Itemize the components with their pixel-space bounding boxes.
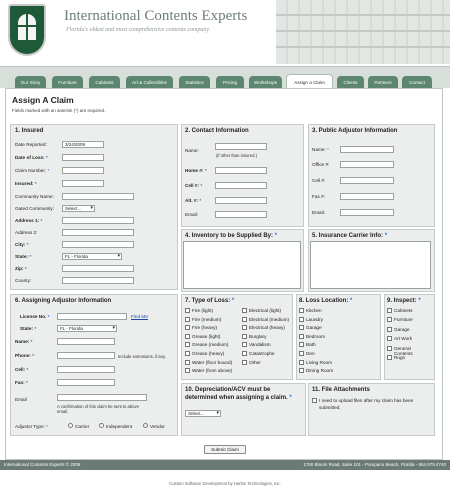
tab-art-collectibles[interactable]: Art & Collectibles [126, 76, 173, 89]
assigning-name-text: Name: [15, 339, 30, 344]
assigning-phone-field[interactable] [57, 352, 115, 359]
loss-type-option-checkbox[interactable] [242, 342, 247, 347]
section-contact-title: 2. Contact Information [185, 128, 249, 134]
pa-name-text: Name: [312, 147, 326, 152]
loss-type-option-label: Catastrophe [249, 351, 275, 356]
depreciation-title-line1: 10. Depreciation/ACV must be [185, 387, 271, 393]
loss-type-option-label: Other [249, 359, 261, 365]
contact-name-field[interactable] [215, 143, 267, 150]
loss-type-option-checkbox[interactable] [185, 360, 190, 365]
inspect-option-label: Rugs [394, 355, 405, 360]
loss-type-option-label: Electrical (light) [249, 308, 282, 313]
city-field[interactable] [62, 241, 134, 248]
section-type-of-loss-title: 7. Type of Loss: * [185, 298, 235, 304]
adjustor-type-text: Adjustor Type: [15, 424, 45, 429]
required-note-suffix: ) are required. [77, 108, 106, 113]
section-assigning-title: 6. Assigning Adjustor Information [15, 298, 112, 304]
attachments-title: 11. File Attachments [312, 387, 370, 393]
section-carrier-title: 5. Insurance Carrier Info: * [312, 233, 388, 239]
loss-location-option-label: Den [306, 351, 315, 356]
insured-field[interactable] [62, 180, 104, 187]
pa-fax-field[interactable] [340, 193, 394, 200]
zip-label: Zip: * [15, 266, 27, 271]
state-select[interactable]: FL - Florida ▾ [62, 253, 122, 260]
date-of-loss-text: Date of Loss: [15, 155, 45, 160]
submit-claim-button[interactable]: Submit Claim [204, 445, 246, 454]
carrier-title-text: 5. Insurance Carrier Info: [312, 233, 384, 239]
inspect-option-label: Furniture [394, 317, 413, 323]
section-insured-title: 1. Insured [15, 128, 44, 134]
loss-type-option-label: Grease (light) [192, 333, 221, 339]
loss-type-option-checkbox[interactable] [185, 308, 190, 313]
contact-cell-field[interactable] [215, 182, 267, 189]
pa-name-field[interactable] [340, 146, 394, 153]
loss-location-option-checkbox[interactable] [299, 334, 304, 339]
loss-location-option-label: Laundry [306, 316, 323, 322]
gated-community-label: Gated Community: [15, 206, 55, 211]
site-tagline: Florida's oldest and most comprehensive contents company. [66, 27, 211, 33]
required-note-prefix: Fields marked with an asterisk ( [12, 108, 76, 113]
tab-contact[interactable]: Contact [402, 76, 432, 89]
license-text: License No. [20, 314, 47, 319]
contact-cell-text: Cell #: [185, 183, 200, 188]
insured-text: Insured: [15, 181, 34, 186]
county-label: County: [15, 278, 32, 283]
assigning-cell-field[interactable] [57, 366, 115, 373]
upload-later-label-line1: I need to upload files after my claim has been [319, 398, 414, 403]
contact-name-hint: (if other than insured.) [216, 153, 257, 158]
depreciation-title-line2-text: determined when assigning a claim. [185, 395, 288, 401]
tab-clients[interactable]: Clients [337, 76, 364, 89]
loss-type-option-label: Electrical (medium) [249, 316, 290, 322]
loss-type-option-checkbox[interactable] [242, 334, 247, 339]
tab-partners[interactable]: Partners [368, 76, 398, 89]
assigning-state-text: State: [20, 326, 34, 331]
depreciation-title-line2: determined when assigning a claim. * [185, 395, 292, 401]
tab-pricing[interactable]: Pricing [216, 76, 244, 89]
contact-home-field[interactable] [215, 167, 267, 174]
loss-type-option-checkbox[interactable] [185, 351, 190, 356]
loss-location-option-checkbox[interactable] [299, 360, 304, 365]
loss-location-option-label: Living Room [306, 359, 333, 365]
address1-label: Address 1: * [15, 218, 43, 223]
site-title: International Contents Experts [64, 8, 248, 24]
tab-cabinets[interactable]: Cabinets [89, 76, 120, 89]
pa-office-label: Office #: [312, 162, 330, 167]
address1-text: Address 1: [15, 218, 40, 223]
assigning-phone-text: Phone: [15, 353, 31, 358]
loss-type-option-checkbox[interactable] [242, 360, 247, 365]
loss-type-option-checkbox[interactable] [185, 334, 190, 339]
loss-type-option-label: Fire (medium) [192, 316, 222, 322]
city-label: City: * [15, 242, 29, 247]
required-note-star: * [75, 108, 78, 113]
contact-home-label: Home #: * [185, 168, 207, 173]
loss-location-option-checkbox[interactable] [299, 351, 304, 356]
inspect-option-checkbox[interactable] [387, 327, 392, 332]
address1-field[interactable] [62, 217, 134, 224]
pa-cell-label: Cell #: [312, 178, 326, 183]
loss-type-option-label: Vandalism [249, 342, 271, 348]
contact-alt-label: Alt. #: * [185, 198, 202, 203]
date-of-loss-label: Date of Loss: * [15, 155, 48, 160]
inspect-option-label: Garage [394, 326, 410, 332]
loss-location-option-label: Bedroom [306, 333, 326, 339]
adjustor-type-independent-radio[interactable] [99, 423, 104, 428]
date-reported-field[interactable]: 3/24/2009 [62, 141, 104, 148]
upload-later-checkbox[interactable] [312, 398, 317, 403]
state-label: State: * [15, 254, 32, 259]
loss-type-option-label: Water (floor bound) [192, 359, 233, 365]
loss-type-option-label: Fire (heavy) [192, 325, 218, 331]
company-logo[interactable] [8, 4, 46, 56]
adjustor-type-vendor-label: Vendor [150, 424, 165, 429]
loss-location-title-text: 8. Loss Location: [299, 298, 349, 304]
assigning-name-field[interactable] [57, 338, 115, 345]
loss-type-option-checkbox[interactable] [242, 317, 247, 322]
contact-alt-text: Alt. #: [185, 198, 199, 203]
loss-type-option-checkbox[interactable] [185, 342, 190, 347]
loss-location-option-checkbox[interactable] [299, 342, 304, 347]
header-banner-image [276, 0, 450, 64]
main-nav [0, 66, 450, 88]
section-inventory-title: 4. Inventory to be Supplied By: * [185, 233, 278, 239]
assigning-fax-label: Fax: * [15, 380, 28, 385]
assigning-state-select[interactable]: FL - Florida ▾ [57, 325, 117, 332]
loss-type-option-label: Water (from above) [192, 368, 233, 374]
gated-community-select[interactable]: Select... ▾ [62, 205, 95, 212]
loss-type-option-label: Electrical (heavy) [249, 325, 285, 331]
pa-name-label: Name: * [312, 147, 329, 152]
loss-type-option-label: Burglary [249, 333, 267, 339]
site-footer [0, 460, 450, 470]
section-public-adjustor-title: 3. Public Adjustor Information [312, 128, 398, 134]
inspect-option-checkbox[interactable] [387, 308, 392, 313]
state-text: State: [15, 254, 29, 259]
loss-location-option-label: Garage [306, 325, 322, 331]
assigning-fax-field[interactable] [57, 379, 115, 386]
upload-later-label-line2: submitted. [319, 405, 341, 410]
find-me-link[interactable]: Find Me [131, 314, 148, 319]
loss-type-option-checkbox[interactable] [242, 351, 247, 356]
adjustor-type-vendor-radio[interactable] [143, 423, 148, 428]
assigning-name-label: Name: * [15, 339, 33, 344]
pa-cell-field[interactable] [340, 177, 394, 184]
inspect-option-label: General Contents [394, 345, 413, 356]
adjustor-type-carrier-radio[interactable] [68, 423, 73, 428]
community-name-label: Community Name: [15, 194, 54, 199]
tab-furniture[interactable]: Furniture [52, 76, 83, 89]
depreciation-select[interactable]: Select... ▾ [185, 410, 221, 417]
section-inspect-title: 9. Inspect: * [387, 298, 421, 304]
claim-number-text: Claim Number: [15, 168, 47, 173]
claim-number-field[interactable] [62, 167, 104, 174]
inspect-option-checkbox[interactable] [387, 346, 392, 351]
inspect-title-text: 9. Inspect: [387, 298, 417, 304]
contact-home-text: Home #: [185, 168, 204, 173]
assigning-phone-label: Phone: * [15, 353, 35, 358]
inventory-textarea[interactable] [183, 241, 301, 289]
date-reported-label: Date Reported: [15, 142, 47, 147]
date-of-loss-field[interactable] [62, 154, 104, 161]
loss-type-option-label: Grease (heavy) [192, 351, 225, 356]
tab-workshops[interactable]: Workshops [249, 76, 282, 89]
type-of-loss-title-text: 7. Type of Loss: [185, 298, 231, 304]
address2-field[interactable] [62, 229, 134, 236]
inspect-option-checkbox[interactable] [387, 317, 392, 322]
footer-address: 1760 Bloom Road, Suite 101 - Pompano Beach, Florida - 954.979.4740 [303, 462, 446, 467]
loss-location-option-checkbox[interactable] [299, 308, 304, 313]
loss-type-option-checkbox[interactable] [242, 325, 247, 330]
loss-type-option-checkbox[interactable] [185, 317, 190, 322]
carrier-textarea[interactable] [310, 241, 431, 289]
assigning-email-note: A confirmation of this claim be sent to above email. [57, 404, 139, 414]
adjustor-type-carrier-label: Carrier [75, 424, 90, 429]
adjustor-type-label: Adjustor Type: * [15, 424, 49, 429]
tab-our-story[interactable]: Our Story [15, 76, 46, 89]
loss-location-option-label: Bath [306, 342, 316, 348]
assigning-phone-hint: Include extensions, if any. [118, 354, 166, 359]
section-loss-location-title: 8. Loss Location: * [299, 298, 353, 304]
inspect-option-label: Art Work [394, 336, 413, 342]
insured-label: Insured: * [15, 181, 37, 186]
loss-type-option-checkbox[interactable] [185, 325, 190, 330]
loss-location-option-checkbox[interactable] [299, 325, 304, 330]
community-name-field[interactable] [62, 193, 134, 200]
contact-email-field[interactable] [215, 211, 267, 218]
inspect-option-checkbox[interactable] [387, 336, 392, 341]
tab-statistics[interactable]: Statistics [179, 76, 210, 89]
contact-alt-field[interactable] [215, 197, 267, 204]
pa-email-field[interactable] [340, 209, 394, 216]
assigning-email-label: Email [15, 397, 27, 402]
license-field[interactable] [57, 313, 127, 320]
contact-cell-label: Cell #: * [185, 183, 203, 188]
claim-number-label: Claim Number: * [15, 168, 50, 173]
contact-email-label: Email: [185, 212, 199, 217]
license-label: License No. * [20, 314, 50, 319]
inspect-option-checkbox[interactable] [387, 355, 392, 360]
city-text: City: [15, 242, 26, 247]
assigning-fax-text: Fax: [15, 380, 25, 385]
inspect-option-label: Cabinets [394, 308, 413, 313]
loss-location-option-label: Dining Room [306, 368, 334, 374]
assigning-cell-text: Cell: [15, 367, 26, 372]
address2-label: Address 2: [15, 230, 38, 235]
footer-copyright: International Contents Experts © 2008 [4, 462, 81, 467]
footer-credit[interactable]: Custom Software Development by Harbin Technologies, Inc. [169, 481, 281, 486]
loss-type-option-checkbox[interactable] [185, 368, 190, 373]
assigning-email-field[interactable] [57, 394, 147, 401]
pa-email-label: Email: [312, 210, 326, 215]
inventory-title-text: 4. Inventory to be Supplied By: [185, 233, 274, 239]
assigning-state-label: State: * [20, 326, 37, 331]
loss-location-option-checkbox[interactable] [299, 368, 304, 373]
zip-text: Zip: [15, 266, 24, 271]
loss-type-option-label: Grease (medium) [192, 342, 229, 348]
loss-location-option-checkbox[interactable] [299, 317, 304, 322]
pa-office-field[interactable] [340, 161, 394, 168]
tab-assign-a-claim[interactable]: Assign a Claim [286, 74, 333, 89]
adjustor-type-independent-label: Independent [106, 424, 133, 429]
required-fields-note [12, 108, 105, 113]
loss-type-option-label: Fire (light) [192, 308, 214, 313]
contact-name-label: Name: [185, 148, 199, 153]
pa-fax-label: Fax #: [312, 194, 326, 199]
loss-type-option-checkbox[interactable] [242, 308, 247, 313]
page-title: Assign A Claim [12, 95, 74, 105]
zip-field[interactable] [62, 265, 134, 272]
county-field[interactable] [62, 277, 134, 284]
loss-location-option-label: Kitchen [306, 308, 322, 313]
assigning-cell-label: Cell: * [15, 367, 29, 372]
